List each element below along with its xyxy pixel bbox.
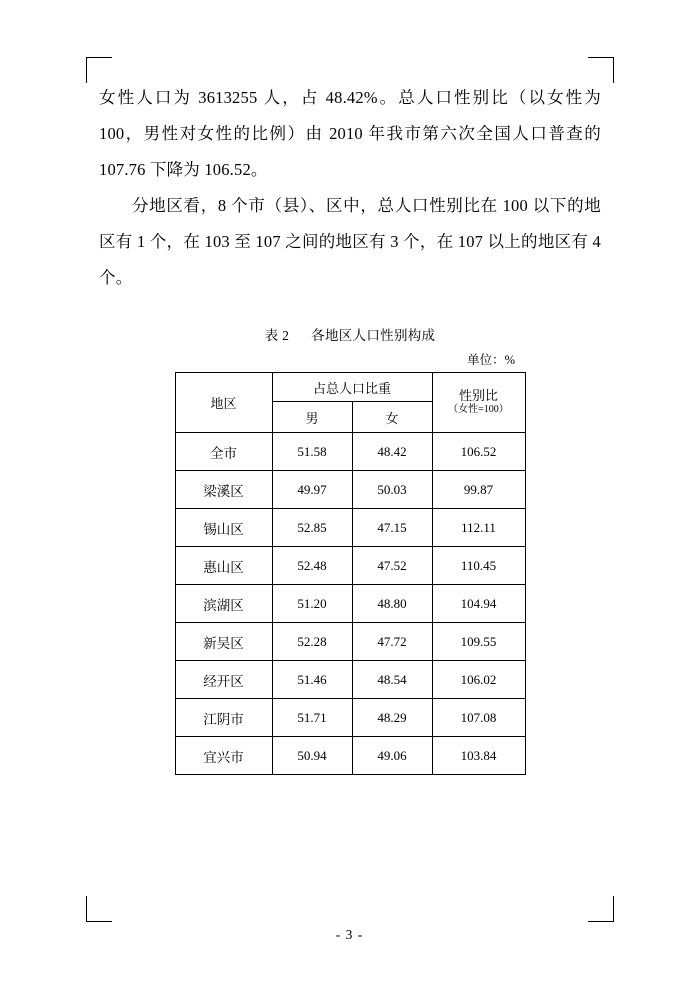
cell-region: 全市 [175, 433, 272, 471]
population-sex-composition-table [175, 372, 526, 775]
cell-female: 48.54 [352, 661, 432, 699]
table-row [175, 433, 525, 471]
header-share-group: 占总人口比重 [272, 373, 432, 402]
cell-region: 新吴区 [175, 623, 272, 661]
cell-female: 47.72 [352, 623, 432, 661]
header-sex-ratio-note: （女性=100） [448, 404, 509, 416]
table-caption [99, 324, 601, 344]
paragraph-1: 女性人口为 3613255 人，占 48.42%。总人口性别比（以女性为 100，男性对女性的比例）由 2010 年我市第六次全国人口普查的 107.76 下降为 106.52。 [99, 88, 601, 179]
cell-male: 51.46 [272, 661, 352, 699]
table-row [175, 699, 525, 737]
cell-region: 滨湖区 [175, 585, 272, 623]
table-row [175, 547, 525, 585]
cell-ratio: 104.94 [432, 585, 525, 623]
cell-ratio: 107.08 [432, 699, 525, 737]
table-header-row-1 [175, 373, 525, 402]
cell-male: 51.71 [272, 699, 352, 737]
header-male: 男 [272, 402, 352, 433]
cell-female: 47.52 [352, 547, 432, 585]
table-title-text: 各地区人口性别构成 [311, 328, 436, 343]
table-row [175, 509, 525, 547]
cell-female: 49.06 [352, 737, 432, 775]
table-label: 表 2 [264, 328, 290, 343]
cell-female: 47.15 [352, 509, 432, 547]
cell-ratio: 106.52 [432, 433, 525, 471]
cell-male: 52.85 [272, 509, 352, 547]
table-row [175, 585, 525, 623]
cell-male: 52.48 [272, 547, 352, 585]
cell-region: 宜兴市 [175, 737, 272, 775]
cell-ratio: 106.02 [432, 661, 525, 699]
page-number: - 3 - [335, 927, 364, 942]
cell-region: 经开区 [175, 661, 272, 699]
cell-ratio: 99.87 [432, 471, 525, 509]
cell-region: 惠山区 [175, 547, 272, 585]
cell-region: 锡山区 [175, 509, 272, 547]
page-content [99, 80, 601, 775]
cell-male: 51.58 [272, 433, 352, 471]
header-sex-ratio [432, 373, 525, 433]
cell-female: 48.42 [352, 433, 432, 471]
cell-female: 50.03 [352, 471, 432, 509]
cell-ratio: 110.45 [432, 547, 525, 585]
crop-mark-bottom-left [86, 896, 112, 922]
cell-male: 51.20 [272, 585, 352, 623]
header-sex-ratio-text: 性别比 [458, 388, 498, 404]
paragraph-2: 分地区看，8 个市（县）、区中，总人口性别比在 100 以下的地区有 1 个，在 103 至 107 之间的地区有 3 个，在 107 以上的地区有 4 个。 [99, 196, 601, 287]
table-row [175, 623, 525, 661]
cell-ratio: 112.11 [432, 509, 525, 547]
table-row [175, 661, 525, 699]
cell-region: 梁溪区 [175, 471, 272, 509]
header-region: 地区 [175, 373, 272, 433]
cell-male: 52.28 [272, 623, 352, 661]
cell-ratio: 103.84 [432, 737, 525, 775]
table-container [99, 372, 601, 775]
table-row [175, 471, 525, 509]
cell-female: 48.29 [352, 699, 432, 737]
cell-ratio: 109.55 [432, 623, 525, 661]
cell-male: 50.94 [272, 737, 352, 775]
cell-female: 48.80 [352, 585, 432, 623]
table-row [175, 737, 525, 775]
table-unit-note: 单位：% [467, 353, 515, 367]
crop-mark-bottom-right [588, 896, 614, 922]
header-female: 女 [352, 402, 432, 433]
cell-male: 49.97 [272, 471, 352, 509]
cell-region: 江阴市 [175, 699, 272, 737]
